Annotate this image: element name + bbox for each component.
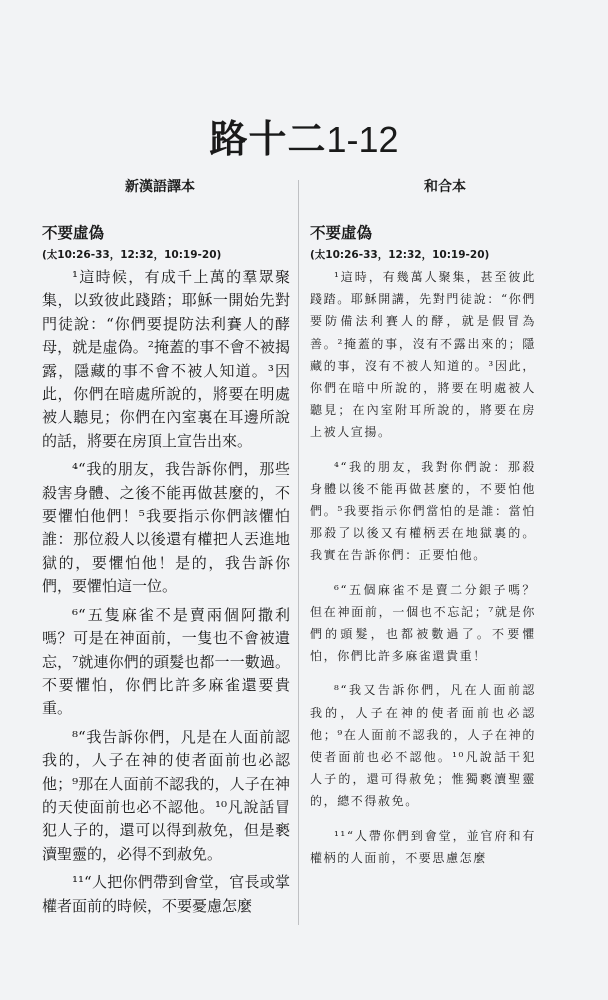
verse-paragraph: ⁴“我的朋友，我對你們說：那殺身體以後不能再做甚麼的，不要怕他們。⁵我要指示你們當怕的是誰：當怕那殺了以後又有權柄丟在地獄裏的。我實在告訴你們：正要怕他。: [310, 459, 536, 563]
right-column: [310, 222, 536, 869]
verse-paragraph: ¹¹“人帶你們到會堂，並官府和有權柄的人面前，不要思慮怎麼: [310, 828, 536, 865]
page-title-chapter: 路十二: [209, 117, 327, 161]
section-title: 不要虛偽: [42, 224, 105, 242]
verse-paragraph: ¹這時候，有成千上萬的羣眾聚集，以致彼此踐踏；耶穌一開始先對門徒說：“你們要提防法利賽人的酵母，就是虛偽。²掩蓋的事不會不被揭露，隱藏的事不會不被人知道。³因此，你們在暗處所說的，將要在明處被人聽見；你們在內室裏在耳邊所說的話，將要在房頂上宣告出來。: [42, 268, 290, 450]
verse-paragraph: ⁸“我告訴你們，凡是在人面前認我的，人子在神的使者面前也必認他；⁹那在人面前不認我的，人子在神的天使面前也必不認他。¹⁰凡說話冒犯人子的，還可以得到赦免，但是褻瀆聖靈的，必得不到赦免。: [42, 727, 290, 863]
verse-paragraph: ¹¹“人把你們帶到會堂，官長或掌權者面前的時候，不要憂慮怎麼: [42, 873, 290, 915]
verse-paragraph: ⁴“我的朋友，我告訴你們，那些殺害身體、之後不能再做甚麼的，不要懼怕他們！⁵我要指示你們該懼怕誰：那位殺人以後還有權把人丟進地獄的，要懼怕他！是的，我告訴你們，要懼怕這一位。: [42, 460, 290, 596]
page-title-verse-range: 1-12: [326, 119, 399, 160]
column-divider: [298, 180, 299, 925]
verse-paragraph: ⁶“五個麻雀不是賣二分銀子嗎？但在神面前，一個也不忘記；⁷就是你們的頭髮，也都被數過了。不要懼怕，你們比許多麻雀還貴重！: [310, 582, 536, 664]
right-column-heading: 和合本: [424, 179, 466, 195]
left-column-heading: 新漢語譯本: [125, 179, 195, 195]
verse-paragraph: ⁶“五隻麻雀不是賣兩個阿撒利嗎？可是在神面前，一隻也不會被遺忘，⁷就連你們的頭髮也都一一數過。不要懼怕，你們比許多麻雀還要貴重。: [42, 605, 290, 718]
cross-reference: (太10:26-33，12:32，10:19-20): [310, 249, 490, 261]
verse-paragraph: ⁸“我又告訴你們，凡在人面前認我的，人子在神的使者面前也必認他；⁹在人面前不認我的，人子在神的使者面前也必不認他。¹⁰凡說話干犯人子的，還可得赦免；惟獨褻瀆聖靈的，總不得赦免。: [310, 683, 536, 809]
page-title: [0, 108, 608, 163]
left-column: [42, 222, 290, 918]
cross-reference: (太10:26-33，12:32，10:19-20): [42, 249, 222, 261]
section-title: 不要虛偽: [310, 224, 373, 242]
verse-paragraph: ¹這時，有幾萬人聚集，甚至彼此踐踏。耶穌開講，先對門徒說：“你們要防備法利賽人的酵，就是假冒為善。²掩蓋的事，沒有不露出來的；隱藏的事，沒有不被人知道的。³因此，你們在暗中所說的，將要在明處被人聽見；在內室附耳所說的，將要在房上被人宣揚。: [310, 270, 536, 440]
